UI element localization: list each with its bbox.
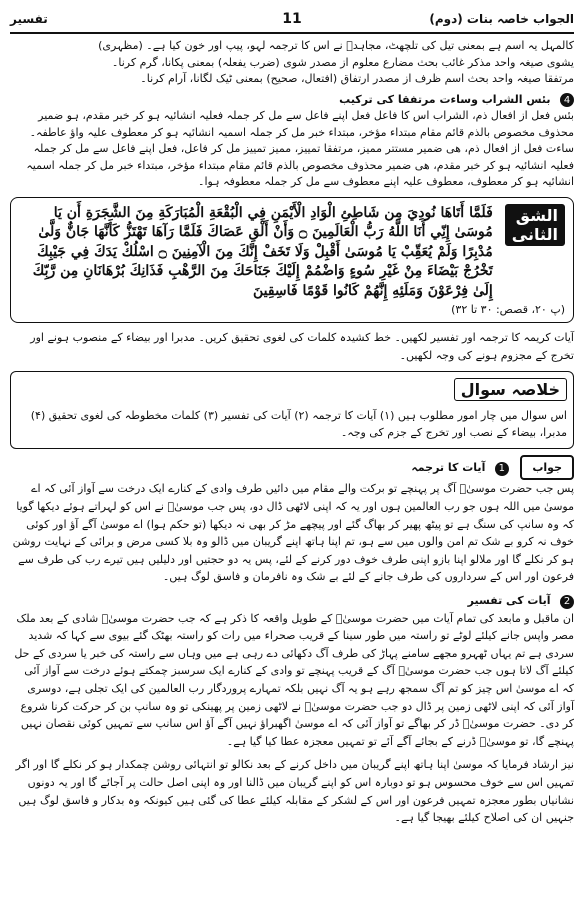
question-instructions: آیات کریمہ کا ترجمہ اور تفسیر لکھیں۔ خط کشیدہ کلمات کی لغوی تحقیق کریں۔ مدبرا اور بیضاء کے منصوب ہونے اور تخرج کے مجزوم ہونے کی وجہ لکھیں۔ [30, 331, 574, 363]
answer-item-1-text: پس جب حضرت موسیٰؑ آگ پر پہنچے تو برکت والے مقام میں دائیں طرف وادی کے کنارے ایک درخت سے آواز آئی کہ اے موسیٰ میں اللہ ہوں جو رب العالمین ہوں اور یہ کہ اپنی لاٹھی ڈال دو، پس جب موسیٰؑ نے اس کو لہراتے ہوئے دیکھا گویا کہ وہ سانپ کی سنگ ہے تو پیٹھ پھیر کر بھاگ گئے اور پیچھے مڑ کر بھی نہ دیکھا (تو حکم ہوا) اے موسیٰ آگے آؤ اور کوئی خوف نہ کرو بے شک تم امن والوں میں سے ہو، تم اپنا ہاتھ اپنے گریبان میں ڈالو وہ بلا کسی مرض و برائی کے نہایت روشن ہو کر نکلے گا اور ملالو اپنا بازو اپنی طرف خوف دور کرنے کے لئے، پس یہ دو حجتیں اور دلیلیں ہیں تیرے رب کی طرف سے فرعون اور اس کے سرداروں کی طرف جانے کے لئے بے شک وہ نافرمان و فاسق لوگ ہیں۔ [12, 482, 574, 584]
summary-title-row [17, 378, 567, 401]
grammar-text-1: بئس فعل از افعال ذم، الشراب اس کا فاعل فعل اپنے فاعل سے مل کر جملہ فعلیہ انشائیہ ہو کر خبر مقدم، ہو ضمیر محذوف مخصوص بالذم قائم مقام مبتداء مؤخر، مبتداء خبر مل کر جملہ اسمیہ انشائیہ ہو کر معطوف علیہ واؤ عاطفہ۔ [29, 109, 574, 139]
ayah-reference: (پ ۲۰، قصص: ۳۰ تا ۳۲) [451, 303, 565, 317]
answer-item-1-title: آیات کا ترجمہ [411, 460, 486, 474]
answer-item-2-row [10, 592, 574, 610]
grammar-analysis [10, 92, 574, 191]
answer-item-2-text: ان ماقبل و مابعد کی تمام آیات میں حضرت موسیٰؑ کے طویل واقعہ کا ذکر ہے کہ جب حضرت موسیٰؑ شادی کے بعد ملک مصر واپس جانے کیلئے لوٹے تو راستہ میں طور سینا کے قریب صحراء میں رات کو راستہ بھٹک گئے بیوی سے کہا کہ شدید سردی ہے تم یہاں ٹھہرو مجھے سامنے پہاڑ کی طرف آگ دکھائی دے رہی ہے میں وہاں سے راستہ کی خبر یا سردی کے حل کیلئے آگ لاتا ہوں جب حضرت موسیٰؑ آگ کے قریب پہنچے تو وادی کے کنارے ایک سرسبز چمکتے ہوئے درخت سے آواز آئی کہ اے موسیٰ اس چیز کو تم آگ سمجھ رہے ہو یہ آگ نہیں بلکہ تمہارے پروردگار رب العالمین کی ایک تجلی ہے، دوسری آواز آئی کہ اپنی لاٹھی زمین پر ڈال دو جب حضرت موسیٰؑ نے لاٹھی زمین پر پھینکی تو وہ سانپ بن کر حرکت کرنا شروع کر دی۔ حضرت موسیٰؑ ڈر کر بھاگے تو آواز آئی کہ اے موسیٰ اگھبراؤ نہیں آگے آؤ اس سانپ سے تمہیں کوئی نقصان نہیں پہنچے گا، تو موسیٰؑ ڈرنے کے بجائے آگے آئے تو تمہیں معجزہ عطا کیا گیا ہے۔ [14, 611, 574, 748]
grammar-text-2: ساءت فعل از افعال ذم، ھی ضمیر مستتر ممیز، مرتفقا تمییز، ممیز تمییز مل کر فاعل، فعل اپنے فاعل سے مل کر جملہ فعلیہ انشائیہ ہو کر خبر مقدم، ھی ضمیر محذوف مخصوص بالذم قائم مقام مبتداء مؤخر، مبتداء خبر مل کر جملہ اسمیہ انشائیہ ہو کر معطوف، معطوف علیہ اپنے معطوف سے مل کر جملہ معطوفہ ہوا۔ [26, 142, 574, 188]
definition-line-3: مرتفقا صیغہ واحد بحث اسم ظرف از مصدر ارتفاق (افتعال، صحیح) بمعنی ٹیک لگانا، آرام کرنا۔ [140, 72, 574, 85]
definition-line-1: کالمہل یہ اسم ہے بمعنی تیل کی تلچھٹ، مجاہدؒ نے اس کا ترجمہ لہو، پیپ اور خون کیا ہے۔ (مظہری) [98, 39, 574, 52]
summary-text: اس سوال میں چار امور مطلوب ہیں (۱) آیات کا ترجمہ (۲) آیات کی تفسیر (۳) کلمات مخطوطہ کی لغوی تحقیق (۴) مدبرا، بیضاء کے نصب اور تخرج کے جزم کی وجہ۔ [30, 408, 567, 440]
summary-title: خلاصہ سوال [454, 378, 567, 401]
answer-section [10, 455, 574, 827]
header-right-text: تفسیر [10, 12, 48, 26]
part-two-label: الشق الثانی [505, 204, 565, 246]
question-summary-box [10, 371, 574, 449]
answer-item-2-text-2: نیز ارشاد فرمایا کہ موسیٰ اپنا ہاتھ اپنے گریبان میں داخل کرنے کے بعد نکالو تو انتہائی روشن چمکدار ہو کر نکلے گا اور اگر تمہیں اس سے خوف محسوس ہو تو دوبارہ اس کو اپنے گریبان میں ڈالنا اور وہ اپنی اصل حالت پر آجائے گا اور یہ دونوں نشانیاں بطور معجزہ تمہیں فرعون اور اس کے لشکر کے مقابلہ کیلئے عطا کی گئی ہیں کیونکہ وہ بدکار و فاسق لوگ ہیں جنہیں ان کی اصلاح کیلئے بھیجا گیا ہے۔ [15, 758, 574, 825]
ayah-text: فَلَمَّا أَتَاهَا نُودِيَ مِن شَاطِئِ الْوَادِ الْأَيْمَنِ فِي الْبُقْعَةِ الْمُبَارَكَةِ مِنَ الشَّجَرَةِ أَن يَا مُوسَىٰ إِنِّي أَنَا اللَّهُ رَبُّ الْعَالَمِينَ ۝ وَأَنْ أَلْقِ عَصَاكَ فَلَمَّا رَآهَا تَهْتَزُّ كَأَنَّهَا جَانٌّ وَلَّىٰ مُدْبِرًا وَلَمْ يُعَقِّبْ يَا مُوسَىٰ أَقْبِلْ وَلَا تَخَفْ إِنَّكَ مِنَ الْآمِنِينَ ۝ اسْلُكْ يَدَكَ فِي جَيْبِكَ تَخْرُجْ بَيْضَاءَ مِنْ غَيْرِ سُوءٍ وَاضْمُمْ إِلَيْكَ جَنَاحَكَ مِنَ الرَّهْبِ فَذَانِكَ بُرْهَانَانِ مِن رَّبِّكَ إِلَىٰ فِرْعَوْنَ وَمَلَئِهِ إِنَّهُمْ كَانُوا قَوْمًا فَاسِقِينَ [32, 204, 493, 299]
page-header [10, 6, 574, 34]
section-number-badge: 4 [560, 93, 574, 107]
answer-item-2-title: آیات کی تفسیر [467, 594, 551, 607]
page-number: 11 [282, 11, 302, 27]
top-definitions [10, 38, 574, 88]
header-left-text: الجواب خاصہ بنات (دوم) [429, 12, 574, 26]
answer-label: جواب [520, 455, 574, 481]
quran-box [10, 197, 574, 324]
definition-line-2: یشوی صیغہ واحد مذکر غائب بحث مضارع معلوم از مصدر شوی (ضرب یفعلہ) بمعنی پکانا، گرم کرنا۔ [111, 55, 574, 69]
answer-item-1-number: 1 [495, 462, 509, 476]
answer-item-2-number: 2 [560, 595, 574, 609]
grammar-title: بئس الشراب وساءت مرتفقا کی ترکیب [339, 92, 551, 106]
